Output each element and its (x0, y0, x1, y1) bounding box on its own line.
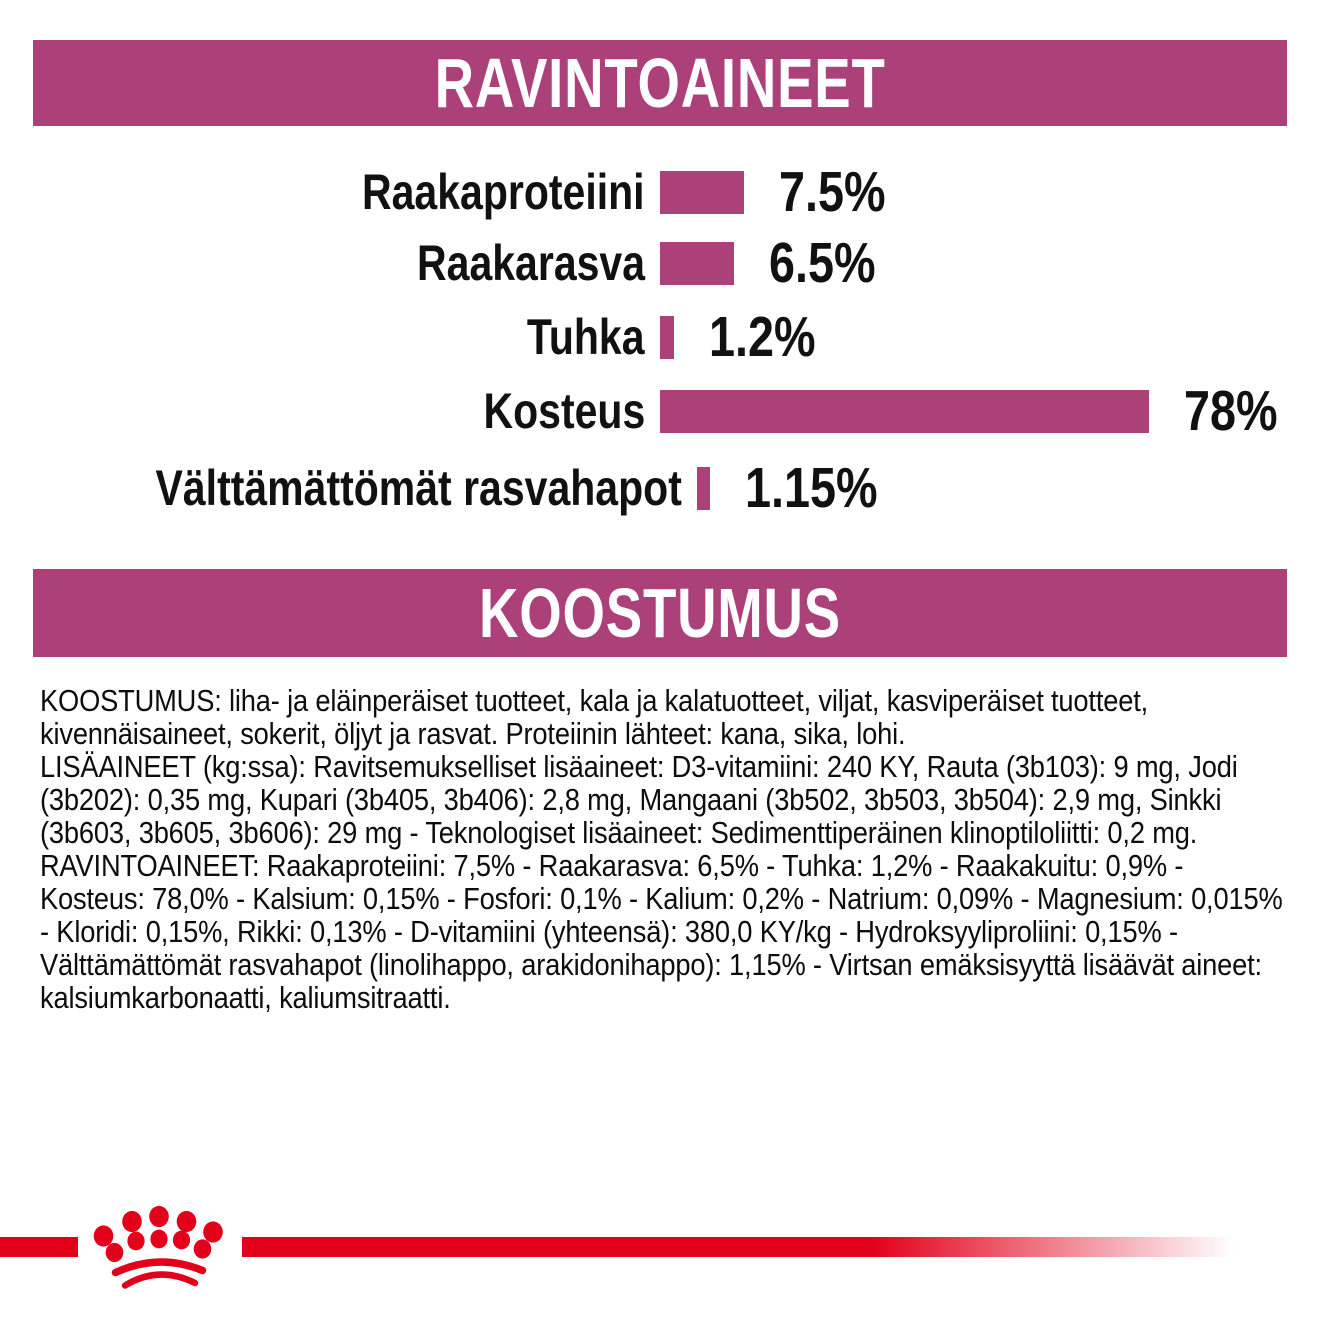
nutrients-header-band (33, 40, 1287, 126)
chart-bar (660, 316, 674, 359)
chart-category-label: Kosteus (483, 383, 645, 439)
chart-value-label: 78% (1184, 379, 1278, 443)
chart-category-label: Raakarasva (417, 235, 645, 291)
chart-bar (660, 171, 744, 214)
chart-bar (660, 242, 734, 285)
chart-row (40, 161, 909, 223)
chart-category-label: Raakaproteiini (362, 164, 645, 220)
royal-canin-crown-icon (85, 1195, 235, 1305)
chart-row (40, 457, 906, 519)
chart-bar (660, 390, 1149, 433)
chart-value-label: 6.5% (769, 231, 876, 295)
nutrients-header-title: RAVINTOAINEET (434, 44, 886, 122)
composition-header-title: KOOSTUMUS (479, 574, 841, 652)
label-text-block (40, 684, 1283, 1014)
chart-value-label: 7.5% (779, 160, 886, 224)
chart-row (40, 306, 839, 368)
chart-row (40, 232, 899, 294)
nutrients-paragraph: RAVINTOAINEET: Raakaproteiini: 7,5% - Raakarasva: 6,5% - Tuhka: 1,2% - Raakakuitu: 0,9% - Kosteus: 78,0% - Kalsium: 0,15% - Fosfori: 0,1% - Kalium: 0,2% - Natrium: 0,09% - Magnesium: 0,015% - Kloridi: 0,15%, Rikki: 0,13% - D-vitamiini (yhteensä): 380,0 KY/kg - Hydroksyyliproliini: 0,15% - Välttämättömät rasvahapot (linolihappo, arakidonihappo): 1,15% - Virtsan emäksisyyttä lisäävät aineet: kalsiumkarbonaatti, kaliumsitraatti. (40, 848, 1283, 1015)
composition-header-band (33, 569, 1287, 657)
chart-bar (697, 467, 710, 510)
composition-paragraph: KOOSTUMUS: liha- ja eläinperäiset tuotteet, kala ja kalatuotteet, viljat, kasviperäiset tuotteet, kivennäisaineet, sokerit, öljyt ja rasvat. Proteiinin lähteet: kana, sika, lohi. (40, 683, 1149, 751)
chart-value-label: 1.2% (709, 305, 816, 369)
chart-category-label: Välttämättömät rasvahapot (155, 460, 682, 516)
chart-category-label: Tuhka (527, 309, 645, 365)
chart-value-label: 1.15% (744, 456, 878, 520)
chart-row (40, 380, 1298, 442)
additives-paragraph: LISÄAINEET (kg:ssa): Ravitsemukselliset lisäaineet: D3-vitamiini: 240 KY, Rauta (3b103): 9 mg, Jodi (3b202): 0,35 mg, Kupari (3b405, 3b406): 2,8 mg, Mangaani (3b502, 3b503, 3b504): 2,9 mg, Sinkki (3b603, 3b605, 3b606): 29 mg - Teknologiset lisäaineet: Sedimenttiperäinen klinoptiloliitti: 0,2 mg. (40, 749, 1238, 850)
